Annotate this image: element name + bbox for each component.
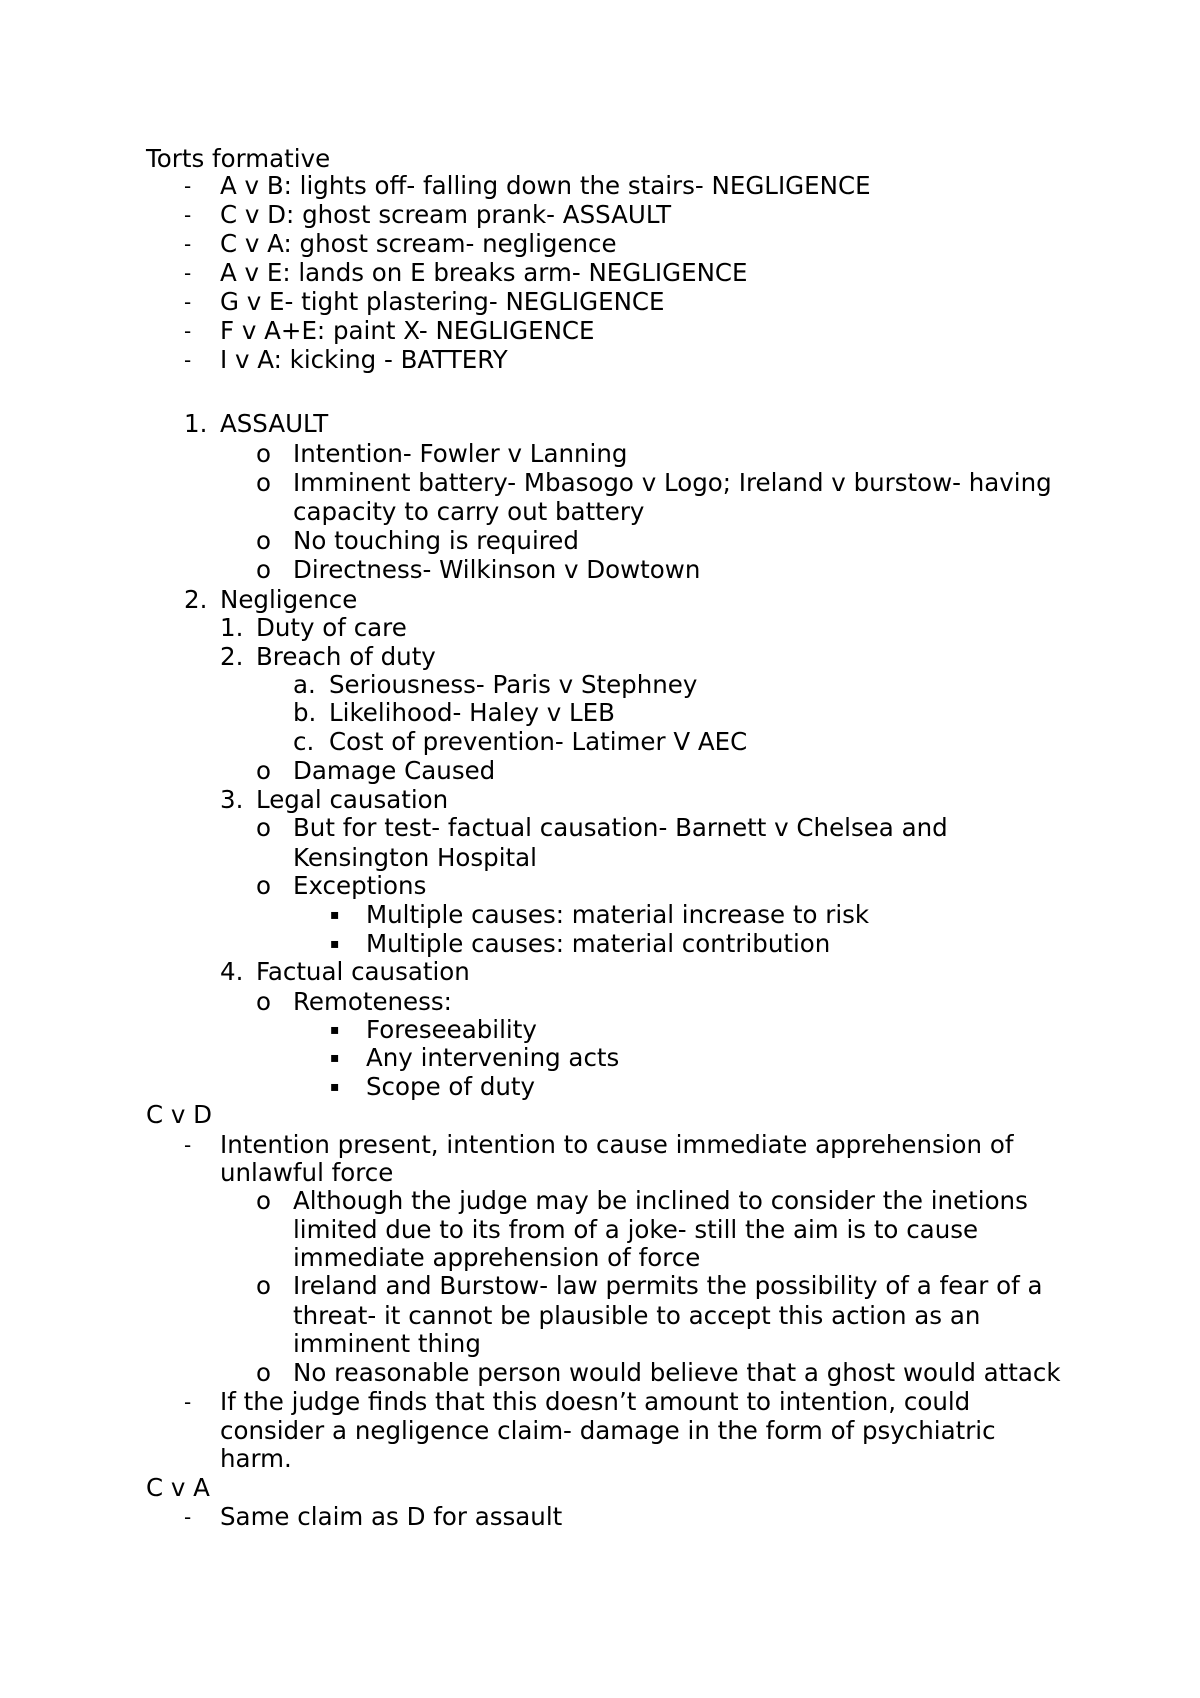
assault-heading: ASSAULT <box>220 409 329 438</box>
cvd-line: consider a negligence claim- damage in the form of psychiatric <box>220 1416 996 1445</box>
exception-item: Multiple causes: material increase to risk <box>366 900 870 929</box>
cvd-line: Ireland and Burstow- law permits the possibility of a fear of a <box>293 1271 1043 1300</box>
cvd-line: immediate apprehension of force <box>293 1243 701 1272</box>
dash-bullet: - <box>184 319 192 343</box>
cvd-line: No reasonable person would believe that a ghost would attack <box>293 1358 1061 1387</box>
circle-bullet: o <box>256 468 271 497</box>
cva-line: Same claim as D for assault <box>220 1502 563 1531</box>
circle-bullet: o <box>256 1358 271 1387</box>
cvd-line: Although the judge may be inclined to consider the inetions <box>293 1186 1028 1215</box>
breach-item: Seriousness- Paris v Stephney <box>329 670 698 699</box>
dash-bullet: - <box>184 348 192 372</box>
assault-item: Intention- Fowler v Lanning <box>293 439 628 468</box>
circle-bullet: o <box>256 1186 271 1215</box>
circle-bullet: o <box>256 439 271 468</box>
circle-bullet: o <box>256 756 271 785</box>
circle-bullet: o <box>256 1271 271 1300</box>
negligence-factual: Factual causation <box>256 957 470 986</box>
cvd-line: Intention present, intention to cause immediate apprehension of <box>220 1130 1014 1159</box>
remoteness-item: Any intervening acts <box>366 1043 620 1072</box>
negligence-heading: Negligence <box>220 585 358 614</box>
cvd-line: unlawful force <box>220 1158 394 1187</box>
square-bullet: ▪ <box>330 936 340 952</box>
breach-item: Likelihood- Haley v LEB <box>329 698 615 727</box>
square-bullet: ▪ <box>330 907 340 923</box>
circle-bullet: o <box>256 813 271 842</box>
circle-bullet: o <box>256 987 271 1016</box>
case-item: C v A: ghost scream- negligence <box>220 229 617 258</box>
dash-bullet: - <box>184 1390 192 1414</box>
cvd-heading: C v D <box>146 1100 213 1129</box>
cvd-line: harm. <box>220 1444 292 1473</box>
dash-bullet: - <box>184 1133 192 1157</box>
circle-bullet: o <box>256 871 271 900</box>
list-letter: b. <box>293 698 317 727</box>
assault-item: capacity to carry out battery <box>293 497 645 526</box>
assault-item: No touching is required <box>293 526 579 555</box>
dash-bullet: - <box>184 174 192 198</box>
breach-item: Cost of prevention- Latimer V AEC <box>329 727 748 756</box>
square-bullet: ▪ <box>330 1050 340 1066</box>
negligence-duty: Duty of care <box>256 613 407 642</box>
cvd-line: If the judge finds that this doesn’t amount to intention, could <box>220 1387 971 1416</box>
list-number: 1. <box>184 409 208 438</box>
remoteness-item: Foreseeability <box>366 1015 537 1044</box>
cva-heading: C v A <box>146 1473 210 1502</box>
remoteness-heading: Remoteness: <box>293 987 452 1016</box>
case-item: A v B: lights off- falling down the stairs- NEGLIGENCE <box>220 171 871 200</box>
square-bullet: ▪ <box>330 1022 340 1038</box>
negligence-damage: Damage Caused <box>293 756 496 785</box>
legal-item: But for test- factual causation- Barnett v Chelsea and <box>293 813 948 842</box>
list-number: 2. <box>184 585 208 614</box>
legal-item: Exceptions <box>293 871 427 900</box>
square-bullet: ▪ <box>330 1079 340 1095</box>
list-number: 2. <box>220 642 244 671</box>
dash-bullet: - <box>184 261 192 285</box>
case-item: G v E- tight plastering- NEGLIGENCE <box>220 287 665 316</box>
case-item: I v A: kicking - BATTERY <box>220 345 508 374</box>
dash-bullet: - <box>184 203 192 227</box>
cvd-line: imminent thing <box>293 1329 481 1358</box>
assault-item: Imminent battery- Mbasogo v Logo; Ireland v burstow- having <box>293 468 1052 497</box>
case-item: A v E: lands on E breaks arm- NEGLIGENCE <box>220 258 748 287</box>
dash-bullet: - <box>184 232 192 256</box>
cvd-line: limited due to its from of a joke- still the aim is to cause <box>293 1215 979 1244</box>
legal-item: Kensington Hospital <box>293 843 537 872</box>
remoteness-item: Scope of duty <box>366 1072 536 1101</box>
list-number: 3. <box>220 785 244 814</box>
list-letter: c. <box>293 727 315 756</box>
list-number: 4. <box>220 957 244 986</box>
list-letter: a. <box>293 670 316 699</box>
dash-bullet: - <box>184 290 192 314</box>
doc-title: Torts formative <box>146 144 331 173</box>
circle-bullet: o <box>256 526 271 555</box>
case-item: C v D: ghost scream prank- ASSAULT <box>220 200 672 229</box>
case-item: F v A+E: paint X- NEGLIGENCE <box>220 316 595 345</box>
assault-item: Directness- Wilkinson v Dowtown <box>293 555 701 584</box>
dash-bullet: - <box>184 1505 192 1529</box>
list-number: 1. <box>220 613 244 642</box>
cvd-line: threat- it cannot be plausible to accept this action as an <box>293 1301 981 1330</box>
circle-bullet: o <box>256 555 271 584</box>
exception-item: Multiple causes: material contribution <box>366 929 831 958</box>
negligence-legal: Legal causation <box>256 785 449 814</box>
negligence-breach: Breach of duty <box>256 642 436 671</box>
